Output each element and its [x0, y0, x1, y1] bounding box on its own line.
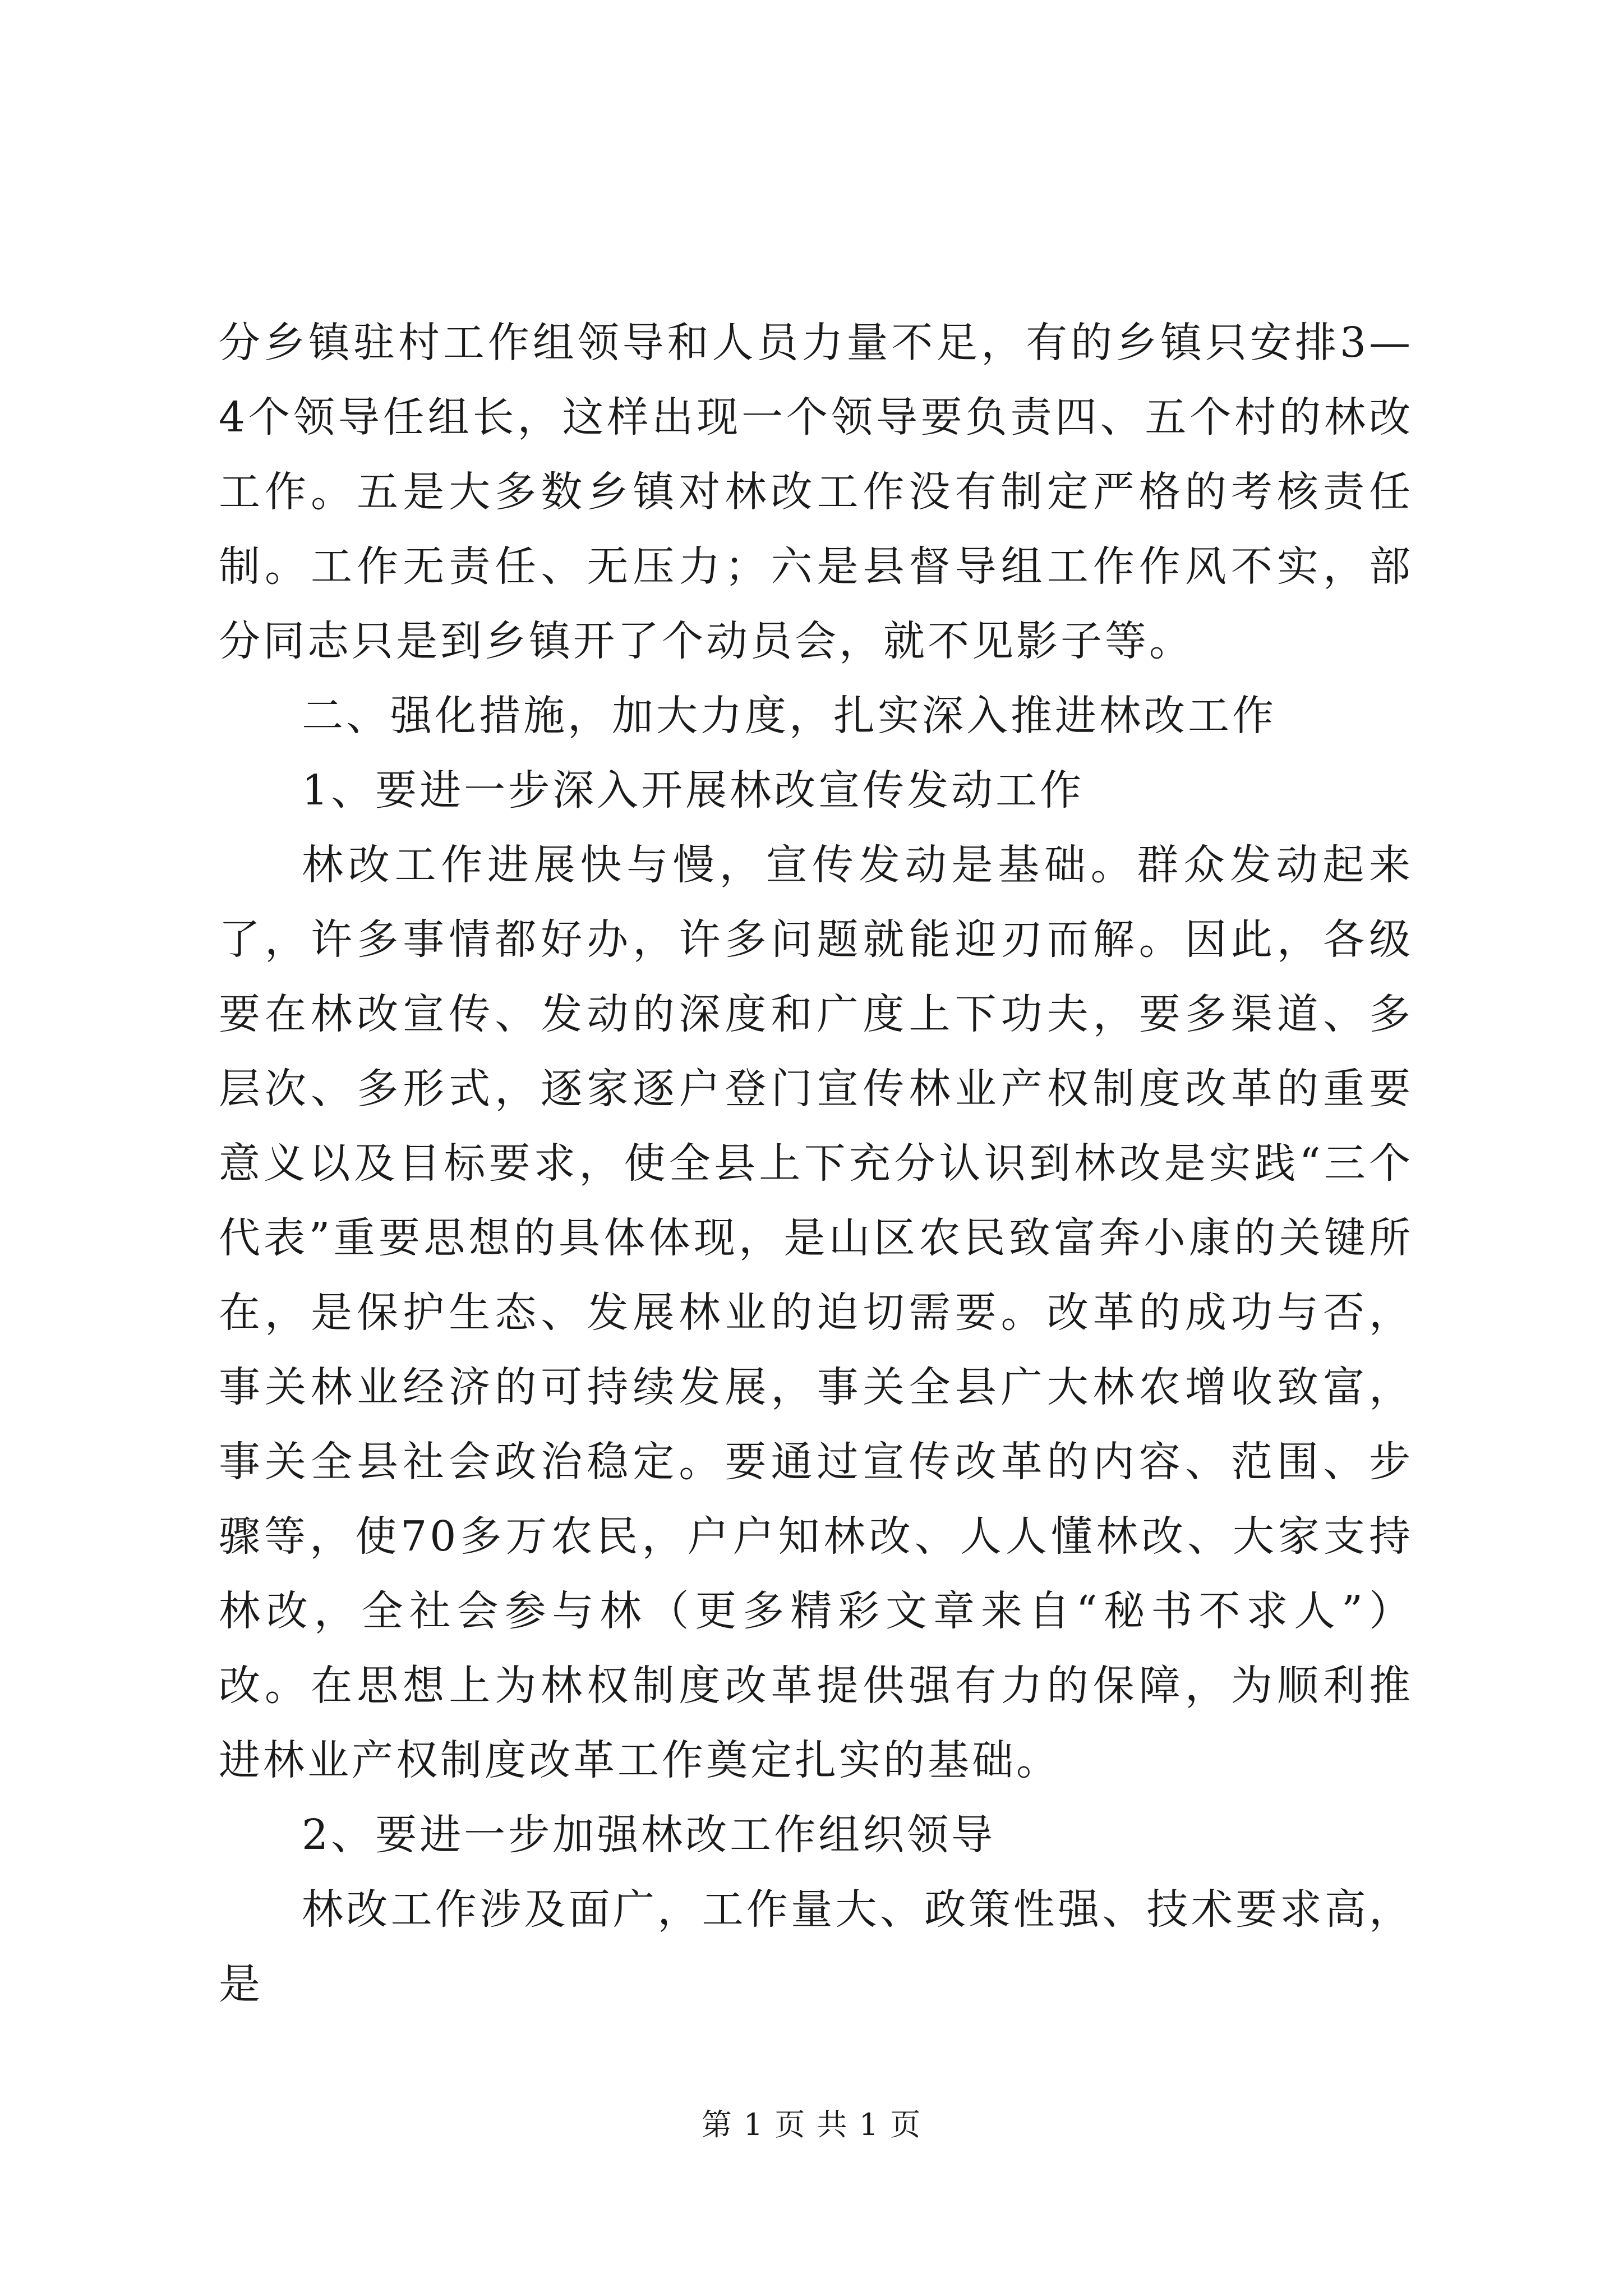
document-body: [219, 306, 1413, 2022]
paragraph-1: 分乡镇驻村工作组领导和人员力量不足，有的乡镇只安排3—4个领导任组长，这样出现一个领导要负责四、五个村的林改工作。五是大多数乡镇对林改工作没有制定严格的考核责任制。工作无责任、无压力；六是县督导组工作作风不实，部分同志只是到乡镇开了个动员会，就不见影子等。: [219, 319, 1413, 665]
subheading-1: 1、要进一步深入开展林改宣传发动工作: [302, 766, 1085, 815]
page-footer: 第 1 页 共 1 页: [701, 2107, 922, 2142]
paragraph-3: 林改工作涉及面广，工作量大、政策性强、技术要求高，是: [219, 1885, 1413, 2008]
paragraph-2: 林改工作进展快与慢，宣传发动是基础。群众发动起来了，许多事情都好办，许多问题就能迎刃而解。因此，各级要在林改宣传、发动的深度和广度上下功夫，要多渠道、多层次、多形式，逐家逐户登门宣传林业产权制度改革的重要意义以及目标要求，使全县上下充分认识到林改是实践“三个代表”重要思想的具体体现，是山区农民致富奔小康的关键所在，是保护生态、发展林业的迫切需要。改革的成功与否，事关林业经济的可持续发展，事关全县广大林农增收致富，事关全县社会政治稳定。要通过宣传改革的内容、范围、步骤等，使70多万农民，户户知林改、人人懂林改、大家支持林改，全社会参与林（更多精彩文章来自“秘书不求人”）改。在思想上为林权制度改革提供强有力的保障，为顺利推进林业产权制度改革工作奠定扎实的基础。: [219, 841, 1413, 1784]
subheading-2: 2、要进一步加强林改工作组织领导: [302, 1811, 996, 1859]
section-heading: 二、强化措施，加大力度，扎实深入推进林改工作: [302, 692, 1276, 740]
